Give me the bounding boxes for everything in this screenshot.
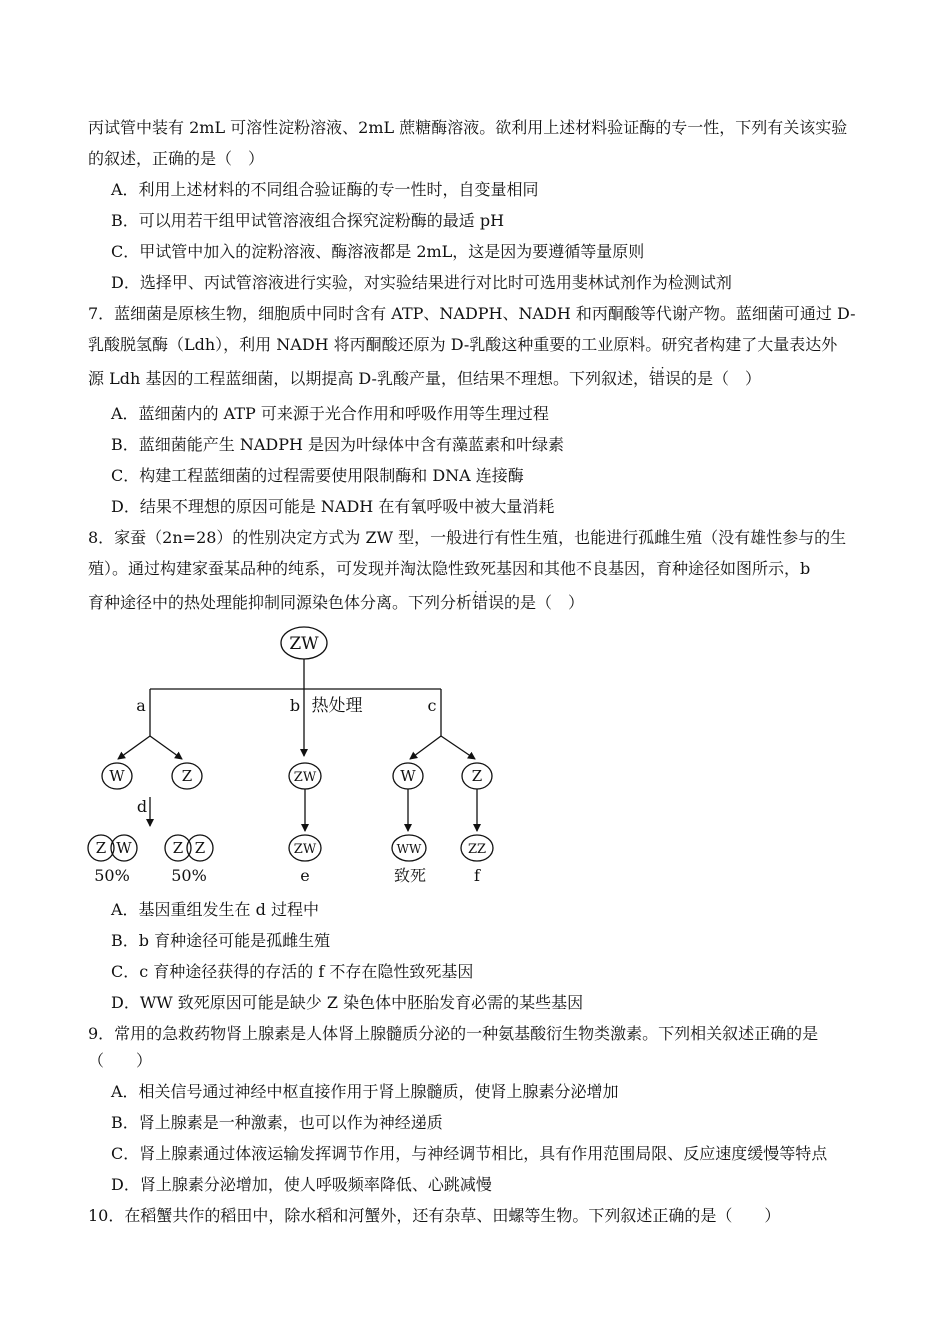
c-left-label: W	[400, 767, 416, 785]
q8-option-c: C．c 育种途径获得的存活的 f 不存在隐性致死基因	[111, 962, 474, 981]
q9-stem-line1: 9．常用的急救药物肾上腺素是人体肾上腺髓质分泌的一种氨基酸衍生物类激素。下列相关叙述正确的是	[88, 1024, 819, 1043]
q6-option-b: B．可以用若干组甲试管溶液组合探究淀粉酶的最适 pH	[111, 211, 505, 230]
percent-label-1: 50%	[94, 866, 130, 885]
q8-stem-line2: 殖）。通过构建家蚕某品种的纯系，可发现并淘汰隐性致死基因和其他不良基因，育种途径如图所示，b	[88, 559, 811, 578]
q7-stem-line3-pre: 源 Ldh 基因的工程蓝细菌，以期提高 D-乳酸产量，但结果不理想。下列叙述，	[88, 369, 649, 388]
q8-option-d: D．WW 致死原因可能是缺少 Z 染色体中胚胎发育必需的某些基因	[111, 993, 584, 1012]
q8-option-b: B．b 育种途径可能是孤雌生殖	[111, 931, 331, 950]
q6-option-c: C．甲试管中加入的淀粉溶液、酶溶液都是 2mL，这是因为要遵循等量原则	[111, 242, 645, 261]
q8-option-a: A．基因重组发生在 d 过程中	[111, 900, 319, 919]
c-right-label: Z	[471, 767, 483, 785]
lethal-label: 致死	[393, 866, 427, 885]
label-b: b	[289, 696, 301, 715]
q7-emphasis-word: · · 错误	[649, 369, 681, 389]
label-d: d	[136, 797, 148, 816]
d1-left-label: Z	[95, 839, 107, 857]
q9-stem-line2: （ ）	[88, 1051, 153, 1070]
q6-option-a: A．利用上述材料的不同组合验证酶的专一性时，自变量相同	[111, 180, 539, 199]
a-right-label: Z	[181, 767, 193, 785]
percent-label-2: 50%	[171, 866, 207, 885]
d1-right-label: W	[116, 839, 132, 857]
b-mid-label: ZW	[293, 770, 317, 785]
q7-stem-line2: 乳酸脱氢酶（Ldh），利用 NADH 将丙酮酸还原为 D-乳酸这种重要的工业原料。研究者构建了大量表达外	[88, 335, 838, 354]
root-label: ZW	[289, 634, 319, 654]
b-result-label: ZW	[293, 842, 317, 857]
q10-stem-line1: 10．在稻蟹共作的稻田中，除水稻和河蟹外，还有杂草、田螺等生物。下列叙述正确的是（ ）	[88, 1206, 781, 1225]
q7-option-b: B．蓝细菌能产生 NADPH 是因为叶绿体中含有藻蓝素和叶绿素	[111, 435, 565, 454]
label-a: a	[136, 696, 146, 715]
q7-option-d: D．结果不理想的原因可能是 NADH 在有氧呼吸中被大量消耗	[111, 497, 555, 516]
q7-stem-line1: 7．蓝细菌是原核生物，细胞质中同时含有 ATP、NADPH、NADH 和丙酮酸等代谢产物。蓝细菌可通过 D-	[88, 304, 856, 323]
q6-stem-line2: 的叙述，正确的是（ ）	[88, 149, 265, 168]
q6-option-d: D．选择甲、丙试管溶液进行实验，对实验结果进行对比时可选用斐林试剂作为检测试剂	[111, 273, 732, 292]
q8-stem-line3-post: 的是（ ）	[504, 593, 585, 612]
q8-stem-line3-pre: 育种途径中的热处理能抑制同源染色体分离。下列分析	[88, 593, 473, 612]
d2-left-label: Z	[172, 839, 184, 857]
q7-stem-line3-post: 的是（ ）	[680, 369, 761, 388]
f-label: f	[474, 866, 480, 885]
a-left-label: W	[109, 767, 125, 785]
e-label: e	[300, 866, 310, 885]
label-heat-treatment: 热处理	[311, 696, 363, 716]
q8-emphasis-word: · · 错误	[472, 593, 504, 613]
q6-stem-line1: 丙试管中装有 2mL 可溶性淀粉溶液、2mL 蔗糖酶溶液。欲利用上述材料验证酶的专一性，下列有关该实验	[88, 118, 848, 137]
label-c: c	[427, 696, 437, 715]
q7-option-a: A．蓝细菌内的 ATP 可来源于光合作用和呼吸作用等生理过程	[111, 404, 549, 423]
c-right-result-label: ZZ	[467, 842, 487, 857]
q9-option-d: D．肾上腺素分泌增加，使人呼吸频率降低、心跳减慢	[111, 1175, 492, 1194]
q8-stem-line1: 8．家蚕（2n=28）的性别决定方式为 ZW 型，一般进行有性生殖，也能进行孤雌生殖（没有雄性参与的生	[88, 528, 847, 547]
q7-option-c: C．构建工程蓝细菌的过程需要使用限制酶和 DNA 连接酶	[111, 466, 524, 485]
q9-option-c: C．肾上腺素通过体液运输发挥调节作用，与神经调节相比，具有作用范围局限、反应速度缓慢等特点	[111, 1144, 828, 1163]
q9-option-b: B．肾上腺素是一种激素，也可以作为神经递质	[111, 1113, 443, 1132]
d2-right-label: Z	[194, 839, 206, 857]
c-left-result-label: WW	[396, 842, 422, 856]
q9-option-a: A．相关信号通过神经中枢直接作用于肾上腺髓质，使肾上腺素分泌增加	[111, 1082, 619, 1101]
